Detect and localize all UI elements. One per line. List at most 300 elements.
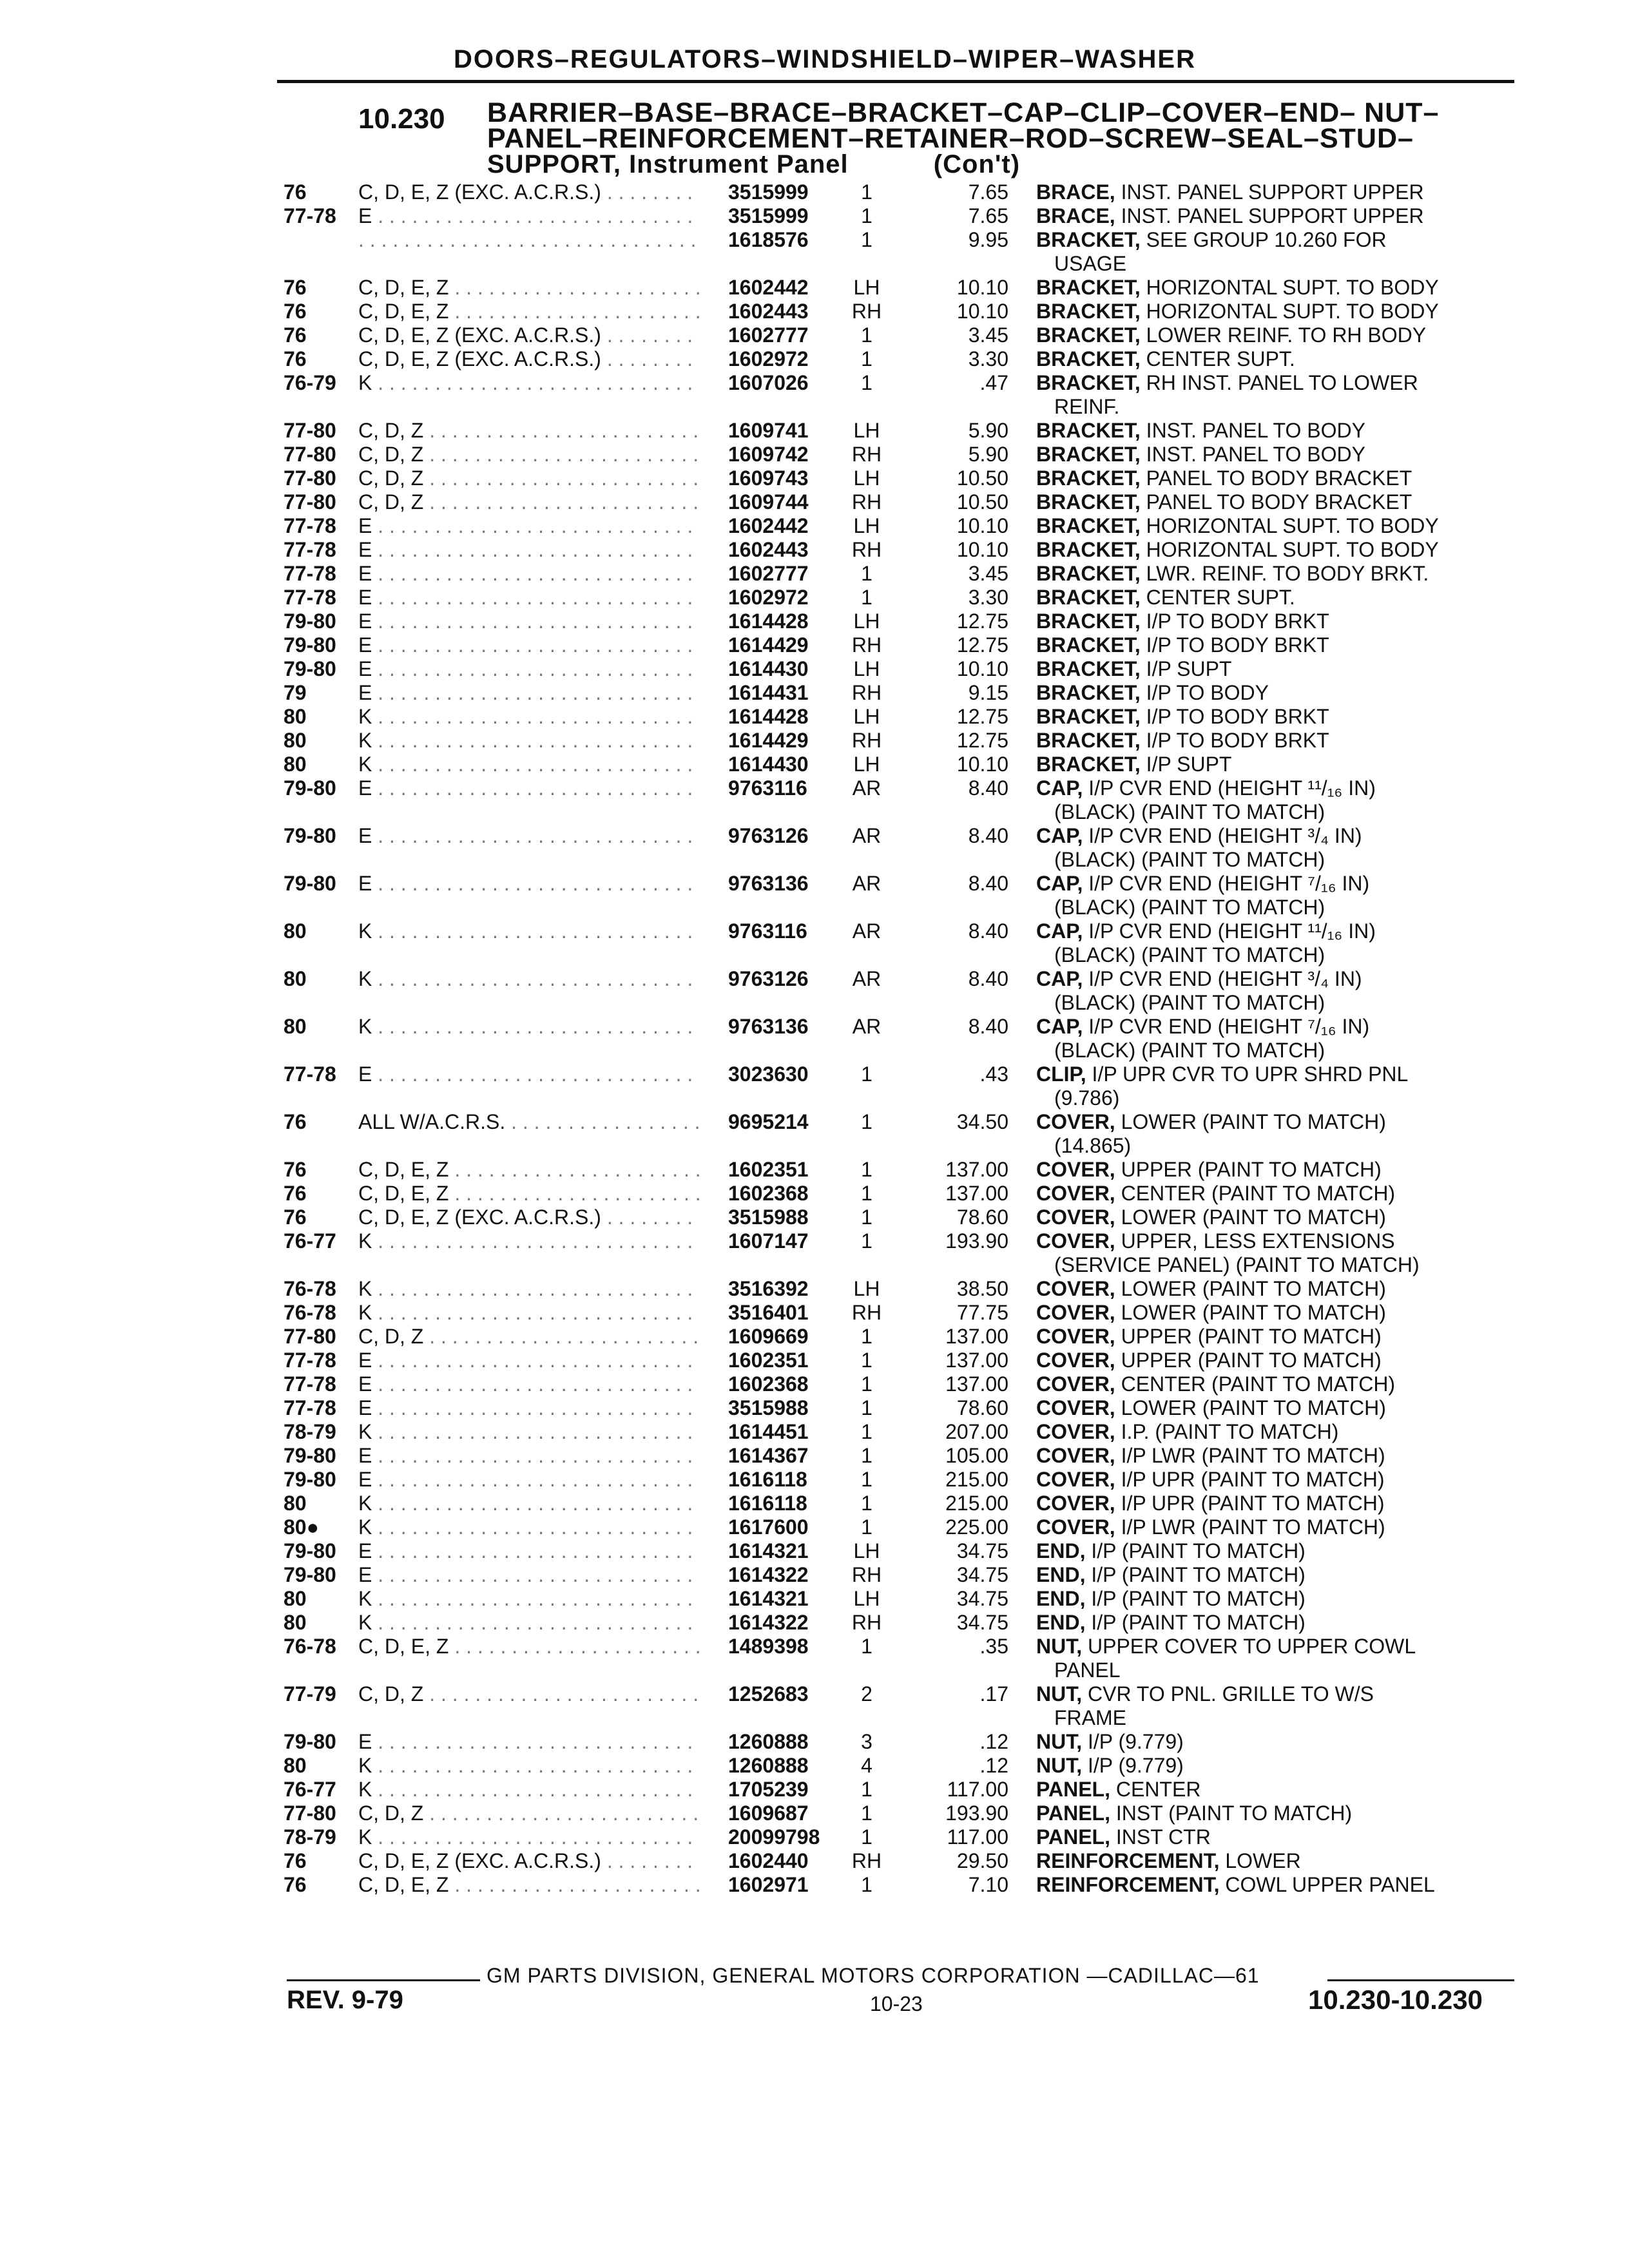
row-year: 77-80	[284, 490, 336, 514]
table-row	[0, 1372, 1629, 1396]
row-description-keyword: BRACKET,	[1036, 466, 1141, 490]
table-row	[0, 1611, 1629, 1635]
row-year: 79-80	[284, 1539, 336, 1562]
row-part-number: 9763136	[728, 872, 809, 895]
row-description-text: I/P (PAINT TO MATCH)	[1091, 1587, 1306, 1610]
row-price: 12.75	[956, 633, 1008, 657]
row-models: E . . .	[358, 204, 700, 228]
row-description-text: I/P TO BODY BRKT	[1146, 610, 1329, 633]
row-year: 76	[284, 300, 307, 323]
row-description-keyword: CAP,	[1036, 824, 1083, 847]
row-quantity: 1	[861, 180, 872, 204]
row-quantity: AR	[852, 824, 882, 847]
row-description-text: LOWER (PAINT TO MATCH)	[1121, 1301, 1386, 1324]
row-description-text: CENTER SUPT.	[1146, 586, 1295, 609]
row-price: 10.10	[956, 514, 1008, 537]
table-row	[0, 1468, 1629, 1492]
row-part-number: 1489398	[728, 1635, 809, 1658]
row-description	[1036, 228, 1500, 276]
row-price: 193.90	[945, 1802, 1008, 1825]
row-part-number: 1609669	[728, 1325, 809, 1348]
row-year: 77-80	[284, 466, 336, 490]
row-models: C, D, Z . . .	[358, 419, 700, 443]
row-part-number: 1614430	[728, 657, 809, 680]
row-part-number: 1607026	[728, 371, 809, 394]
row-price: 34.75	[956, 1563, 1008, 1586]
row-year: 79-80	[284, 1468, 336, 1491]
section-subtitle: SUPPORT, Instrument Panel	[487, 150, 849, 178]
table-row	[0, 1730, 1629, 1754]
row-price: 8.40	[968, 967, 1008, 990]
row-year: 79-80	[284, 1563, 336, 1586]
row-description-keyword: PANEL,	[1036, 1825, 1110, 1849]
row-quantity: AR	[852, 776, 882, 800]
row-quantity: 2	[861, 1682, 872, 1706]
table-row	[0, 1635, 1629, 1682]
row-models: E . . .	[358, 1349, 700, 1372]
row-description	[1036, 705, 1500, 729]
row-year: 77-78	[284, 1349, 336, 1372]
row-year: 77-80	[284, 1325, 336, 1348]
row-price: 137.00	[945, 1158, 1008, 1181]
row-models: K . . .	[358, 1301, 700, 1325]
row-models: K . . .	[358, 1825, 700, 1849]
row-description-keyword: BRACKET,	[1036, 276, 1141, 299]
table-row	[0, 514, 1629, 538]
row-description	[1036, 1778, 1500, 1802]
row-quantity: LH	[853, 1277, 880, 1300]
table-row	[0, 443, 1629, 466]
row-description	[1036, 1349, 1500, 1372]
footer-page-number: 10-23	[870, 1992, 923, 2015]
row-part-number: 1616118	[728, 1468, 807, 1491]
row-models: E . . .	[358, 1563, 700, 1587]
row-part-number: 1607147	[728, 1229, 809, 1253]
table-row	[0, 1539, 1629, 1563]
row-part-number: 1609741	[728, 419, 809, 442]
row-description	[1036, 633, 1500, 657]
row-description-keyword: BRACKET,	[1036, 586, 1141, 609]
row-year: 80	[284, 753, 307, 776]
row-year: 79-80	[284, 610, 336, 633]
row-description-keyword: BRACKET,	[1036, 562, 1141, 585]
row-price: 137.00	[945, 1325, 1008, 1348]
row-price: 8.40	[968, 824, 1008, 847]
row-models: K . . .	[358, 729, 700, 753]
row-description	[1036, 1396, 1500, 1420]
table-row	[0, 657, 1629, 681]
row-description	[1036, 1015, 1500, 1062]
row-description	[1036, 443, 1500, 466]
row-description-keyword: BRACE,	[1036, 180, 1115, 204]
row-year: 76	[284, 323, 307, 347]
row-description	[1036, 657, 1500, 681]
row-quantity: 1	[861, 1158, 872, 1181]
row-part-number: 1609743	[728, 466, 809, 490]
section-title-line3	[487, 151, 1518, 177]
row-description	[1036, 323, 1500, 347]
row-price: 8.40	[968, 872, 1008, 895]
row-models: C, D, Z . . .	[358, 490, 700, 514]
row-description-keyword: COVER,	[1036, 1444, 1115, 1467]
header-rule	[277, 80, 1514, 83]
table-row	[0, 705, 1629, 729]
row-part-number: 1705239	[728, 1778, 809, 1801]
row-description-keyword: NUT,	[1036, 1635, 1083, 1658]
row-year: 77-78	[284, 514, 336, 537]
row-part-number: 3515999	[728, 180, 809, 204]
row-price: 5.90	[968, 419, 1008, 442]
row-description	[1036, 967, 1500, 1015]
row-description-keyword: BRACKET,	[1036, 347, 1141, 370]
row-description	[1036, 1420, 1500, 1444]
row-description	[1036, 1158, 1500, 1182]
row-year: 76	[284, 1182, 307, 1205]
row-part-number: 1614367	[728, 1444, 809, 1467]
row-year: 77-78	[284, 204, 336, 227]
row-description-keyword: CAP,	[1036, 1015, 1083, 1038]
row-price: 215.00	[945, 1492, 1008, 1515]
row-models: K . . .	[358, 1515, 700, 1539]
row-year: 80	[284, 1587, 307, 1610]
row-price: 34.75	[956, 1611, 1008, 1634]
row-description-text: INST. PANEL SUPPORT UPPER	[1121, 180, 1424, 204]
row-description	[1036, 180, 1500, 204]
row-description-text: UPPER COVER TO UPPER COWL	[1088, 1635, 1416, 1658]
table-row	[0, 776, 1629, 824]
row-models: E . . .	[358, 1444, 700, 1468]
row-quantity: 4	[861, 1754, 872, 1777]
row-quantity: RH	[851, 300, 882, 323]
row-part-number: 1602777	[728, 562, 809, 585]
row-price: 10.10	[956, 300, 1008, 323]
row-description-keyword: COVER,	[1036, 1301, 1115, 1324]
row-models: K . . .	[358, 705, 700, 729]
row-quantity: 1	[861, 204, 872, 227]
table-row	[0, 1182, 1629, 1206]
section-number: 10.230	[358, 103, 445, 135]
row-year: 80	[284, 1492, 307, 1515]
row-part-number: 1609742	[728, 443, 809, 466]
row-description	[1036, 1825, 1500, 1849]
row-description	[1036, 1372, 1500, 1396]
row-description-continuation: (BLACK) (PAINT TO MATCH)	[1054, 800, 1325, 823]
table-row	[0, 371, 1629, 419]
row-description-text: I/P SUPT	[1146, 657, 1232, 680]
row-description-keyword: BRACKET,	[1036, 228, 1141, 251]
row-description-text: I/P TO BODY BRKT	[1146, 729, 1329, 752]
row-quantity: LH	[853, 514, 880, 537]
row-description	[1036, 1539, 1500, 1563]
row-models: C, D, E, Z (EXC. A.C.R.S.) . . .	[358, 323, 700, 347]
row-part-number: 1614322	[728, 1563, 809, 1586]
row-description-continuation: (BLACK) (PAINT TO MATCH)	[1054, 896, 1325, 919]
row-part-number: 9695214	[728, 1110, 809, 1133]
row-quantity: RH	[851, 443, 882, 466]
row-description-keyword: COVER,	[1036, 1110, 1115, 1133]
row-quantity: 1	[861, 586, 872, 609]
row-models: E . . .	[358, 681, 700, 705]
row-year: 79	[284, 681, 307, 704]
row-year: 76	[284, 1158, 307, 1181]
row-description-keyword: CAP,	[1036, 967, 1083, 990]
row-part-number: 1614430	[728, 753, 809, 776]
row-part-number: 1614428	[728, 705, 809, 728]
row-year: 76	[284, 347, 307, 370]
row-models: C, D, E, Z . . .	[358, 300, 700, 323]
row-description-text: INST CTR	[1115, 1825, 1211, 1849]
footer-publisher: GM PARTS DIVISION, GENERAL MOTORS CORPORATION —CADILLAC—61	[487, 1964, 1260, 1987]
row-price: 29.50	[956, 1849, 1008, 1872]
row-description-text: I/P CVR END (HEIGHT ⁷/₁₆ IN)	[1088, 1015, 1370, 1038]
row-description-keyword: REINFORCEMENT,	[1036, 1849, 1220, 1872]
row-quantity: AR	[852, 872, 882, 895]
row-description	[1036, 610, 1500, 633]
row-models: K . . .	[358, 1492, 700, 1515]
row-quantity: 1	[861, 1349, 872, 1372]
table-row	[0, 1420, 1629, 1444]
row-price: 7.65	[968, 204, 1008, 227]
row-price: .35	[979, 1635, 1008, 1658]
row-models: K . . .	[358, 919, 700, 943]
row-year: 80	[284, 919, 307, 943]
row-part-number: 1617600	[728, 1515, 809, 1539]
row-price: 9.95	[968, 228, 1008, 251]
row-description	[1036, 1515, 1500, 1539]
row-year: 77-78	[284, 586, 336, 609]
row-quantity: 1	[861, 1468, 872, 1491]
row-description	[1036, 276, 1500, 300]
row-models: C, D, Z . . .	[358, 1802, 700, 1825]
row-description-continuation: (BLACK) (PAINT TO MATCH)	[1054, 1039, 1325, 1062]
row-description	[1036, 776, 1500, 824]
row-price: 7.65	[968, 180, 1008, 204]
row-description-text: CENTER	[1115, 1778, 1201, 1801]
row-description-text: PANEL TO BODY BRACKET	[1146, 490, 1412, 514]
row-models: E . . .	[358, 610, 700, 633]
table-row	[0, 1825, 1629, 1849]
row-models: K . . .	[358, 753, 700, 776]
row-models: E . . .	[358, 514, 700, 538]
row-description	[1036, 538, 1500, 562]
table-row	[0, 1754, 1629, 1778]
table-row	[0, 681, 1629, 705]
row-description-keyword: BRACKET,	[1036, 633, 1141, 657]
row-description	[1036, 1110, 1500, 1158]
row-description-keyword: BRACKET,	[1036, 490, 1141, 514]
row-part-number: 1260888	[728, 1730, 809, 1753]
row-description	[1036, 1754, 1500, 1778]
row-models: K . . .	[358, 967, 700, 991]
row-description-keyword: COVER,	[1036, 1206, 1115, 1229]
row-models: C, D, E, Z . . .	[358, 1873, 700, 1897]
row-description-keyword: END,	[1036, 1563, 1086, 1586]
table-row	[0, 347, 1629, 371]
row-quantity: LH	[853, 1587, 880, 1610]
table-row	[0, 1492, 1629, 1515]
row-description-keyword: COVER,	[1036, 1515, 1115, 1539]
row-quantity: 1	[861, 1444, 872, 1467]
row-description	[1036, 514, 1500, 538]
row-year: 80	[284, 1754, 307, 1777]
row-part-number: 9763116	[728, 776, 807, 800]
footer-section-range: 10.230-10.230	[1308, 1984, 1483, 2015]
row-year: 76	[284, 180, 307, 204]
row-description	[1036, 1229, 1500, 1277]
row-description	[1036, 1301, 1500, 1325]
row-description	[1036, 1611, 1500, 1635]
row-description	[1036, 919, 1500, 967]
row-quantity: 1	[861, 323, 872, 347]
row-description	[1036, 1182, 1500, 1206]
row-description-keyword: BRACKET,	[1036, 538, 1141, 561]
row-part-number: 1616118	[728, 1492, 807, 1515]
table-row	[0, 419, 1629, 443]
row-part-number: 1602351	[728, 1158, 809, 1181]
table-row	[0, 1682, 1629, 1730]
table-row	[0, 562, 1629, 586]
row-price: 7.10	[968, 1873, 1008, 1896]
row-part-number: 1602440	[728, 1849, 809, 1872]
row-description	[1036, 1873, 1500, 1897]
row-models: E . . .	[358, 586, 700, 610]
row-models: E . . .	[358, 1062, 700, 1086]
row-part-number: 9763126	[728, 824, 809, 847]
continued-label: (Con't)	[933, 150, 1021, 178]
row-description-keyword: BRACKET,	[1036, 371, 1141, 394]
row-quantity: RH	[851, 633, 882, 657]
row-description	[1036, 204, 1500, 228]
row-models: C, D, E, Z . . .	[358, 276, 700, 300]
row-models: K . . .	[358, 1587, 700, 1611]
row-models: E . . .	[358, 562, 700, 586]
row-description-text: I/P UPR CVR TO UPR SHRD PNL	[1092, 1062, 1409, 1086]
row-part-number: 1614431	[728, 681, 809, 704]
row-description-continuation: USAGE	[1054, 252, 1127, 275]
row-description-keyword: BRACKET,	[1036, 514, 1141, 537]
row-quantity: 1	[861, 1420, 872, 1443]
row-year: 78-79	[284, 1825, 336, 1849]
row-description-keyword: COVER,	[1036, 1349, 1115, 1372]
row-year: 80	[284, 967, 307, 990]
row-part-number: 1614429	[728, 633, 809, 657]
row-description-text: I/P CVR END (HEIGHT ³/₄ IN)	[1088, 824, 1362, 847]
row-description-text: UPPER, LESS EXTENSIONS	[1121, 1229, 1395, 1253]
table-row	[0, 1396, 1629, 1420]
table-row	[0, 967, 1629, 1015]
table-row	[0, 610, 1629, 633]
row-year: 80	[284, 1611, 307, 1634]
row-models: C, D, Z . . .	[358, 1682, 700, 1706]
row-description-continuation: FRAME	[1054, 1706, 1126, 1729]
row-quantity: RH	[851, 681, 882, 704]
row-year: 76-78	[284, 1635, 336, 1658]
row-year: 77-78	[284, 1372, 336, 1396]
row-description	[1036, 1492, 1500, 1515]
row-description-keyword: BRACKET,	[1036, 300, 1141, 323]
row-description	[1036, 1325, 1500, 1349]
table-row	[0, 824, 1629, 872]
row-description-text: I/P TO BODY BRKT	[1146, 705, 1329, 728]
row-description-text: INST. PANEL TO BODY	[1146, 419, 1365, 442]
row-description	[1036, 681, 1500, 705]
table-row	[0, 1587, 1629, 1611]
footer-rule-left	[287, 1979, 480, 1981]
row-description-text: LOWER (PAINT TO MATCH)	[1121, 1277, 1386, 1300]
row-quantity: LH	[853, 276, 880, 299]
row-description-continuation: (BLACK) (PAINT TO MATCH)	[1054, 991, 1325, 1014]
row-description-keyword: COVER,	[1036, 1372, 1115, 1396]
table-row	[0, 204, 1629, 228]
row-quantity: 1	[861, 1206, 872, 1229]
table-row	[0, 729, 1629, 753]
row-models: C, D, E, Z . . .	[358, 1182, 700, 1206]
row-part-number: 1614321	[728, 1539, 809, 1562]
row-part-number: 1260888	[728, 1754, 809, 1777]
row-models: K . . .	[358, 1778, 700, 1802]
row-description-keyword: BRACKET,	[1036, 610, 1141, 633]
row-description-text: RH INST. PANEL TO LOWER	[1146, 371, 1418, 394]
row-description	[1036, 1444, 1500, 1468]
row-description	[1036, 347, 1500, 371]
row-year: 77-80	[284, 1802, 336, 1825]
row-description-text: I/P UPR (PAINT TO MATCH)	[1121, 1468, 1385, 1491]
row-quantity: 1	[861, 228, 872, 251]
table-row	[0, 1062, 1629, 1110]
row-part-number: 1602443	[728, 538, 809, 561]
row-models: E . . .	[358, 824, 700, 848]
row-description-text: LOWER (PAINT TO MATCH)	[1121, 1206, 1386, 1229]
row-part-number: 1614321	[728, 1587, 809, 1610]
row-models: K . . .	[358, 1229, 700, 1253]
row-quantity: 1	[861, 1110, 872, 1133]
row-description-keyword: COVER,	[1036, 1396, 1115, 1419]
table-row	[0, 1778, 1629, 1802]
row-models: E . . .	[358, 1730, 700, 1754]
row-description	[1036, 1062, 1500, 1110]
row-price: 105.00	[945, 1444, 1008, 1467]
row-models: E . . .	[358, 872, 700, 896]
row-year: 77-80	[284, 419, 336, 442]
row-price: 10.10	[956, 657, 1008, 680]
row-description-text: I/P LWR (PAINT TO MATCH)	[1121, 1444, 1385, 1467]
row-description-text: INST (PAINT TO MATCH)	[1115, 1802, 1353, 1825]
row-part-number: 1252683	[728, 1682, 809, 1706]
row-description-continuation: (BLACK) (PAINT TO MATCH)	[1054, 848, 1325, 871]
row-description-text: LOWER (PAINT TO MATCH)	[1121, 1396, 1386, 1419]
row-description-keyword: BRACKET,	[1036, 323, 1141, 347]
row-price: 3.30	[968, 347, 1008, 370]
row-description-keyword: COVER,	[1036, 1468, 1115, 1491]
row-year: 77-78	[284, 1062, 336, 1086]
row-description-text: UPPER (PAINT TO MATCH)	[1121, 1158, 1382, 1181]
row-description-keyword: PANEL,	[1036, 1802, 1110, 1825]
row-quantity: AR	[852, 1015, 882, 1038]
row-price: 117.00	[947, 1825, 1008, 1849]
row-description-keyword: END,	[1036, 1611, 1086, 1634]
row-models: K . . .	[358, 1754, 700, 1778]
row-price: 10.10	[956, 538, 1008, 561]
row-description-text: HORIZONTAL SUPT. TO BODY	[1146, 514, 1439, 537]
row-description-continuation: (SERVICE PANEL) (PAINT TO MATCH)	[1054, 1253, 1420, 1276]
row-description-keyword: END,	[1036, 1539, 1086, 1562]
row-description-continuation: PANEL	[1054, 1658, 1121, 1682]
row-models: C, D, E, Z . . .	[358, 1635, 700, 1658]
row-quantity: RH	[851, 1849, 882, 1872]
row-description-text: I/P TO BODY	[1146, 681, 1269, 704]
table-row	[0, 300, 1629, 323]
section-title	[487, 97, 1518, 178]
